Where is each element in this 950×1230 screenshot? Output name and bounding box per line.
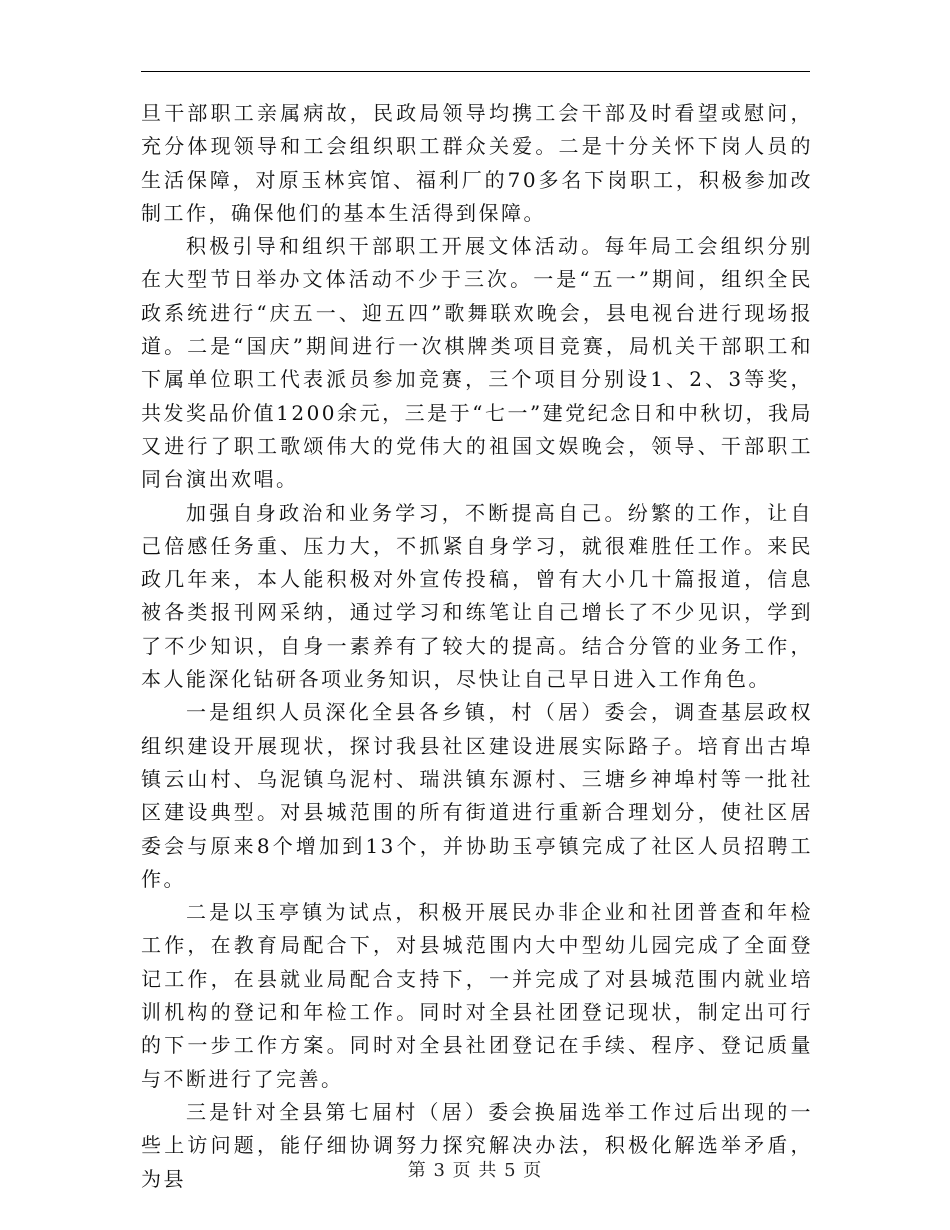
header-rule [141,71,810,72]
paragraph-cultural-activities: 积极引导和组织干部职工开展文体活动。每年局工会组织分别在大型节日举办文体活动不少于三次。一是“五一”期间，组织全民政系统进行“庆五一、迎五四”歌舞联欢晚会，县电视台进行现场报道。二是“国庆”期间进行一次棋牌类项目竞赛，局机关干部职工和下属单位职工代表派员参加竞赛，三个项目分别设1、2、3等奖，共发奖品价值1200余元，三是于“七一”建党纪念日和中秋切，我局又进行了职工歌颂伟大的党伟大的祖国文娱晚会，领导、干部职工同台演出欢唱。 [141,234,813,492]
paragraph-election-issues: 三是针对全县第七届村（居）委会换届选举工作过后出现的一些上访问题，能仔细协调努力探究解决办法，积极化解选举矛盾，为县 [141,1099,813,1191]
paragraph-community-building: 一是组织人员深化全县各乡镇，村（居）委会，调查基层政权组织建设开展现状，探讨我县社区建设进展实际路子。培育出古埠镇云山村、乌泥镇乌泥村、瑞洪镇东源村、三塘乡神埠村等一批社区建设典型。对县城范围的所有街道进行重新合理划分，使社区居委会与原来8个增加到13个，并协助玉亭镇完成了社区人员招聘工作。 [141,700,813,891]
paragraph-self-study: 加强自身政治和业务学习，不断提高自己。纷繁的工作，让自己倍感任务重、压力大，不抓紧自身学习，就很难胜任工作。来民政几年来，本人能积极对外宣传投稿，曾有大小几十篇报道，信息被各类报刊网采纳，通过学习和练笔让自己增长了不少见识，学到了不少知识，自身一素养有了较大的提高。结合分管的业务工作，本人能深化钻研各项业务知识，尽快让自己早日进入工作角色。 [141,500,813,692]
document-body [141,97,813,1196]
page-footer: 第 3 页 共 5 页 [407,1160,543,1181]
paragraph-continued: 旦干部职工亲属病故，民政局领导均携工会干部及时看望或慰问，充分体现领导和工会组织职工群众关爱。二是十分关怀下岗人员的生活保障，对原玉林宾馆、福利厂的70多名下岗职工，积极参加改制工作，确保他们的基本生活得到保障。 [141,101,813,225]
paragraph-organization-registration: 二是以玉亭镇为试点，积极开展民办非企业和社团普查和年检工作，在教育局配合下，对县城范围内大中型幼儿园完成了全面登记工作，在县就业局配合支持下，一并完成了对县城范围内就业培训机构的登记和年检工作。同时对全县社团登记现状，制定出可行的下一步工作方案。同时对全县社团登记在手续、程序、登记质量与不断进行了完善。 [141,900,813,1091]
